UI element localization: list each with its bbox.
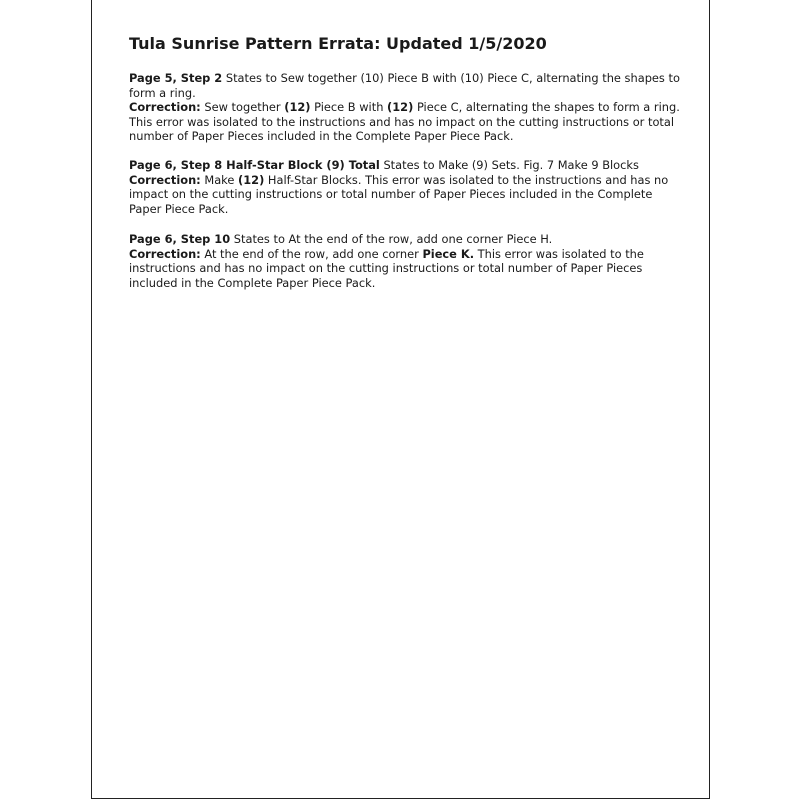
correction-quantity: (12)	[284, 100, 311, 115]
correction-piece: Piece K.	[422, 246, 475, 261]
correction-text: Piece B with	[314, 100, 384, 115]
document-page	[91, 0, 710, 799]
entry-correction	[129, 173, 681, 217]
correction-text: At the end of the row, add one corner	[204, 246, 419, 261]
entry-statement	[129, 71, 681, 100]
errata-entry-1	[129, 71, 681, 144]
entry-statement	[129, 158, 681, 173]
entry-reference: Page 6, Step 10	[129, 232, 231, 246]
entry-states-text: States to Make (9) Sets. Fig. 7 Make 9 Blocks	[383, 158, 639, 172]
correction-text: Half-Star Blocks. This error was isolated to the instructions and has no impact on the cutting instructions or total number of Paper Pieces included in the Complete Paper Piece Pack.	[129, 172, 669, 216]
correction-label: Correction:	[129, 172, 201, 187]
errata-entry-3	[129, 232, 681, 290]
entry-statement	[129, 232, 681, 247]
correction-text: Piece C, alternating the shapes to form a ring.	[416, 100, 680, 115]
correction-label: Correction:	[129, 100, 201, 115]
correction-text: This error was isolated to the instructions and has no impact on the cutting instructions or total number of Paper Pieces included in the Complete Paper Piece Pack.	[129, 246, 644, 290]
page-title: Tula Sunrise Pattern Errata: Updated 1/5/2020	[129, 34, 547, 53]
correction-note: This error was isolated to the instructions and has no impact on the cutting instructions or total number of Paper Pieces included in the Complete Paper Piece Pack.	[129, 114, 675, 144]
correction-label: Correction:	[129, 246, 201, 261]
entry-reference: Page 5, Step 2	[129, 71, 223, 85]
correction-text: Make	[204, 172, 235, 187]
entry-correction	[129, 100, 681, 144]
correction-text: Sew together	[204, 100, 281, 115]
entry-correction	[129, 247, 681, 291]
errata-entry-2	[129, 158, 681, 216]
entry-reference: Page 6, Step 8 Half-Star Block (9) Total	[129, 158, 380, 172]
correction-quantity: (12)	[238, 172, 265, 187]
correction-quantity: (12)	[387, 100, 414, 115]
entry-states-text: States to At the end of the row, add one corner Piece H.	[233, 232, 553, 246]
entry-states-text: States to Sew together (10) Piece B with (10) Piece C, alternating the shapes to form a ring.	[129, 71, 680, 100]
